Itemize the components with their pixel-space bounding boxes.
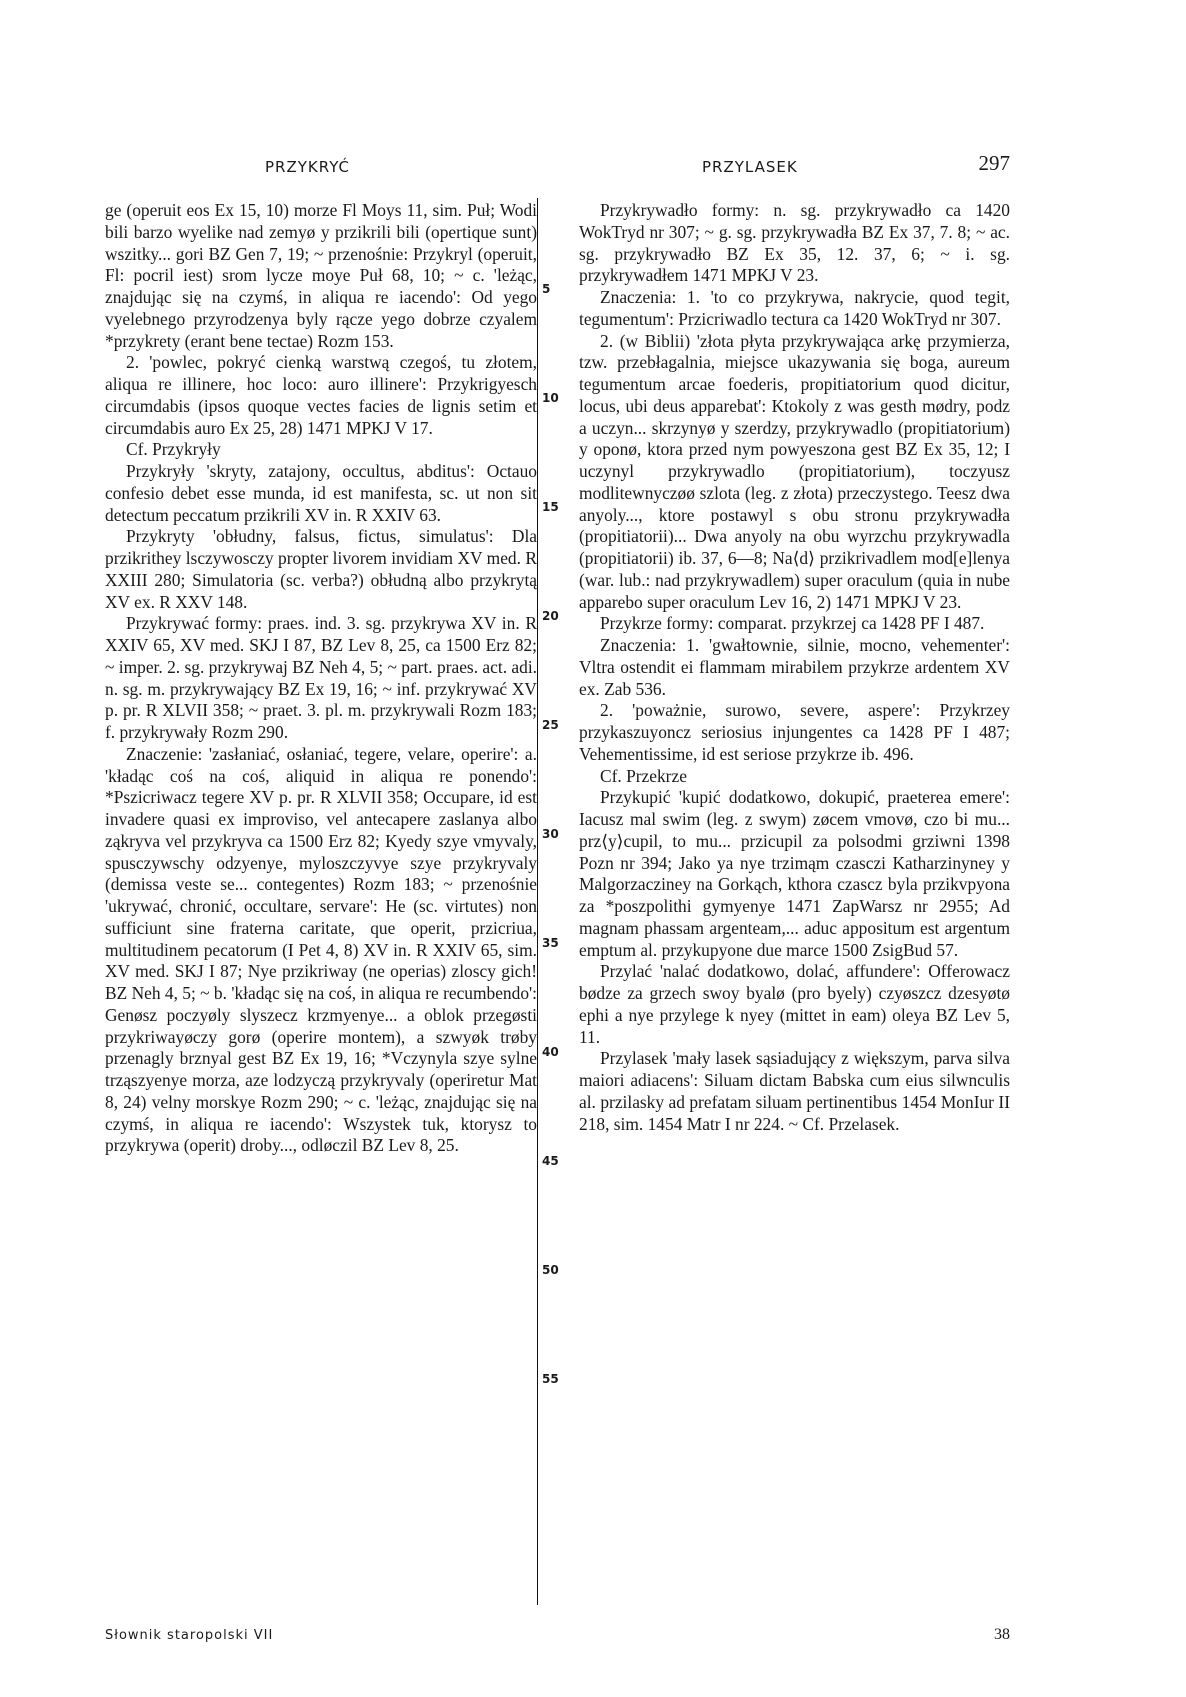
entry-paragraph: Przylasek 'mały lasek sąsiadujący z większym, parva silva maiori adiacens': Siluam dictam Babska cum eius silwnculis al. przilasky ad prefatam siluam pertinentibus 1454 MonIur II 218, sim. 1454 Matr I nr 224. ~ Cf. Przelasek. (579, 1048, 1010, 1134)
entry-paragraph: Przykupić 'kupić dodatkowo, dokupić, praeterea emere': Iacusz mal swim (leg. z swym) zøcem vmovø, czo bi mu... prz⟨y⟩cupil, to mu... przicupil za polsodmi grziwni 1398 Pozn nr 394; Jako ya nye trzimąm czasczi Katharzinyney y Malgorzacziney na Gorkąch, kthora czascz byla przikvpyona za *poszpolithi gymyenye 1471 ZapWarsz nr 2955; Ad magnam phassam argenteam,... aduc appositum est argentum emptum al. przykupyone due marce 1500 ZsigBud 57. (579, 787, 1010, 960)
entry-paragraph: Przykryty 'obłudny, falsus, fictus, simulatus': Dla przikrithey lsczywosczy propter livorem invidiam XV med. R XXIII 280; Simulatoria (sc. verba?) obłudną albo przykrytą XV ex. R XXV 148. (105, 526, 537, 612)
entry-paragraph: 2. 'poważnie, surowo, severe, aspere': Przykrzey przykaszuyoncz seriosius injungentes ca 1428 PF I 487; Vehementissime, id est seriose przykrze ib. 496. (579, 700, 1010, 764)
entry-paragraph: ge (operuit eos Ex 15, 10) morze Fl Moys 11, sim. Puł; Wodi bili barzo wyelike nad zemyø y przikrili bili (opertique sunt) wszitky... gori BZ Gen 7, 19; ~ przenośnie: Przykryl (operuit, Fl: pocril iest) srom lycze moye Puł 68, 10; ~ c. 'leżąc, znajdując się na czymś, in aliqua re iacendo': Od yego vyelebnego przyrodzenya byly rącze yego dobrze czyalem *przykrety (erant bene tectae) Rozm 153. (105, 200, 537, 351)
signature-number: 38 (994, 1626, 1010, 1643)
running-header (105, 151, 1010, 180)
line-number: 5 (542, 282, 551, 296)
line-number: 20 (542, 609, 559, 623)
line-number: 10 (542, 391, 559, 405)
entry-paragraph: 2. 'powlec, pokryć cienką warstwą czegoś, tu złotem, aliqua re illinere, hoc loco: auro illinere': Przykrigyesch circumdabis (ipsos quoque vectes facies de lignis setim et circumdabis auro Ex 25, 28) 1471 MPKJ V 17. (105, 352, 537, 438)
entry-paragraph: Przykrze formy: comparat. przykrzej ca 1428 PF I 487. (600, 613, 985, 634)
line-number: 25 (542, 718, 559, 732)
entry-paragraph: 2. (w Biblii) 'złota płyta przykrywająca arkę przymierza, tzw. przebłagalnia, miejsce ukazywania się boga, aureum tegumentum arcae foederis, propitiatorium quod dicitur, locus, ubi deus apparebat': Ktokoly z was gesth mødry, podz a uczyn... skrzynyø y szerdzy, przykrywadlo (propitiatorium) y oponø, ktora przed nym powyeszona gest BZ Ex 35, 12; I uczynyl przykrywadlo (propitiatorium), toczyusz modlitewnyczøø szlota (leg. z złota) przeczystego. Teesz dwa anyoly..., ktore postawyl s obu stronu przykrywadła (propitiatorii)... Dwa anyoly na obu wyrzchu przykrywadla (propitiatorii) ib. 37, 6—8; Na⟨d⟩ przikrivadlem mod[e]lenya (war. lub.: nad przykrywadlem) super oraculum (quia in nube apparebo super oraculum Lev 16, 2) 1471 MPKJ V 23. (579, 330, 1010, 612)
entry-paragraph: Przykrywać formy: praes. ind. 3. sg. przykrywa XV in. R XXIV 65, XV med. SKJ I 87, BZ Lev 8, 25, ca 1500 Erz 82; ~ imper. 2. sg. przykrywaj BZ Neh 4, 5; ~ part. praes. act. adi. n. sg. m. przykrywający BZ Ex 19, 16; ~ inf. przykrywać XV p. pr. R XLVII 358; ~ praet. 3. pl. m. przykrywali Rozm 183; f. przykrywały Rozm 290. (105, 613, 537, 742)
page-footer (105, 1624, 1010, 1648)
header-left-headword: PRZYKRYĆ (265, 158, 351, 176)
line-number: 15 (542, 500, 559, 514)
line-number: 55 (542, 1372, 559, 1386)
entry-paragraph: Przylać 'nalać dodatkowo, dolać, affundere': Offerowacz bødze za grzech swoy byalø (pro byely) czyøszcz dzesyøtø ephi a nye przylege k nyey (mittet in eam) oleya BZ Lev 5, 11. (579, 961, 1010, 1047)
cross-reference: Cf. Przekrze (600, 765, 687, 786)
line-number: 45 (542, 1154, 559, 1168)
line-number: 30 (542, 827, 559, 841)
right-column (579, 200, 1010, 1670)
entry-paragraph: Znaczenia: 1. 'gwałtownie, silnie, mocno, vehementer': Vltra ostendit ei flammam mirabilem przykrze ardentem XV ex. Zab 536. (579, 635, 1010, 699)
left-column (105, 200, 537, 1670)
entry-paragraph: Znaczenia: 1. 'to co przykrywa, nakrycie, quod tegit, tegumentum': Przicriwadlo tectura ca 1420 WokTryd nr 307. (579, 287, 1010, 329)
line-number: 35 (542, 936, 559, 950)
line-number: 40 (542, 1045, 559, 1059)
entry-paragraph: Przykrywadło formy: n. sg. przykrywadło ca 1420 WokTryd nr 307; ~ g. sg. przykrywadła BZ Ex 37, 7. 8; ~ ac. sg. przykrywadło BZ Ex 35, 12. 37, 6; ~ i. sg. przykrywadłem 1471 MPKJ V 23. (579, 200, 1010, 286)
entry-paragraph: Przykryły 'skryty, zatajony, occultus, abditus': Octauo confesio debet esse munda, id est manifesta, sc. ut non sit detectum peccatum przikrili XV in. R XXIV 63. (105, 461, 537, 525)
entry-paragraph: Znaczenie: 'zasłaniać, osłaniać, tegere, velare, operire': a. 'kładąc coś na coś, aliquid in aliqua re ponendo': *Pszicriwacz tegere XV p. pr. R XLVII 358; Occupare, id est invadere quasi ex improviso, vel antecapere zaslanya albo ząkryva vel przykryva ca 1500 Erz 82; Kyedy szye vmyvaly, spusczywschy odzyenye, myloszczyvye szye przykryvaly (demissa veste se... contegentes) Rozm 183; ~ przenośnie 'ukrywać, chronić, occultare, servare': He (sc. virtutes) non sufficiunt sine fraterna caritate, que operit, przicriua, multitudinem pecatorum (I Pet 4, 8) XV in. R XXIV 65, sim. XV med. SKJ I 87; Nye przikriway (ne operias) zloscy gich! BZ Neh 4, 5; ~ b. 'kładąc się na coś, in aliqua re recumbendo': Genøsz poczyøly slyszecz krzmyenye... a oblok przegøsti przykriwayøczy gorø (operire montem), a szwyøk trøby przenagly brznyal gest BZ Ex 19, 16; *Vczynyla szye sylne trząszyenye morza, aze lodzyczą przykryvaly (operiretur Mat 8, 24) velny morskye Rozm 290; ~ c. 'leżąc, znajdując się na czymś, in aliqua re iacendo': Wszystek tuk, ktorysz to przykrywa (operit) droby..., odløczil BZ Lev 8, 25. (105, 743, 537, 1156)
line-number: 50 (542, 1263, 559, 1277)
cross-reference: Cf. Przykryły (126, 439, 221, 460)
header-right-headword: PRZYLASEK (702, 158, 798, 176)
page-number: 297 (978, 151, 1010, 175)
footer-title: Słownik staropolski VII (105, 1628, 274, 1643)
column-divider (537, 198, 538, 1605)
